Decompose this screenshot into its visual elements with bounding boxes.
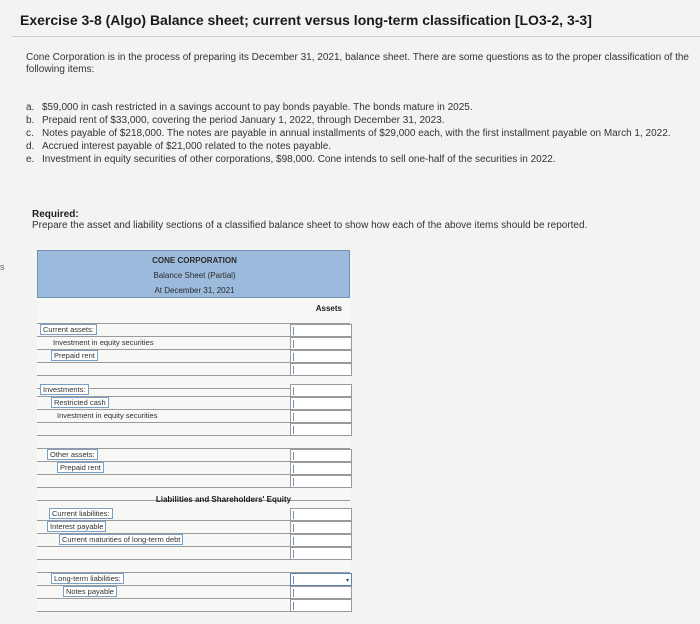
- amount-input[interactable]: [290, 547, 352, 560]
- liabilities-heading: Liabilities and Shareholders' Equity: [155, 495, 292, 504]
- amount-input[interactable]: [290, 599, 352, 612]
- current-liabilities-label[interactable]: Current liabilities:: [49, 508, 113, 519]
- table-row[interactable]: [37, 436, 350, 449]
- amount-input[interactable]: [290, 573, 352, 586]
- amount-input[interactable]: [290, 462, 352, 475]
- list-item: c. Notes payable of $218,000. The notes are payable in annual installments of $29,000 each, with the first installment payable on March 1, 2022.: [26, 128, 671, 139]
- cl-interest-label[interactable]: Interest payable: [47, 521, 106, 532]
- exercise-title: Exercise 3-8 (Algo) Balance sheet; current versus long-term classification [LO3-2, 3-3]: [20, 12, 592, 28]
- statement-name: Balance Sheet (Partial): [153, 271, 236, 280]
- investments-label[interactable]: Investments:: [40, 384, 89, 395]
- required-heading: Required:: [32, 209, 79, 220]
- title-divider: [12, 36, 700, 37]
- side-marker: s: [0, 262, 5, 272]
- list-item: e. Investment in equity securities of other corporations, $98,000. Cone intends to sell one-half of the securities in 2022.: [26, 154, 556, 165]
- list-item: b. Prepaid rent of $33,000, covering the period January 1, 2022, through December 31, 2023.: [26, 115, 445, 126]
- amount-input[interactable]: [290, 475, 352, 488]
- amount-input[interactable]: [290, 384, 352, 397]
- amount-input[interactable]: [290, 449, 352, 462]
- amount-input[interactable]: [290, 521, 352, 534]
- chevron-down-icon[interactable]: ▾: [345, 578, 349, 584]
- list-item: a. $59,000 in cash restricted in a savings account to pay bonds payable. The bonds mature in 2025.: [26, 102, 473, 113]
- long-term-liabilities-label[interactable]: Long-term liabilities:: [51, 573, 124, 584]
- list-item: d. Accrued interest payable of $21,000 related to the notes payable.: [26, 141, 332, 152]
- table-row: [37, 314, 350, 324]
- intro-paragraph: Cone Corporation is in the process of preparing its December 31, 2021, balance sheet. There are some questions as to the proper classification of the following items:: [26, 52, 689, 75]
- amount-input[interactable]: [290, 350, 352, 363]
- cl-current-maturities-label[interactable]: Current maturities of long-term debt: [59, 534, 183, 545]
- item-list: [26, 102, 694, 167]
- sheet-header: [37, 250, 350, 298]
- amount-input[interactable]: [290, 586, 352, 599]
- company-name: CONE CORPORATION: [152, 256, 237, 265]
- amount-input[interactable]: [290, 508, 352, 521]
- inv-restricted-label[interactable]: Restricted cash: [51, 397, 109, 408]
- ca-prepaid-label[interactable]: Prepaid rent: [51, 350, 98, 361]
- amount-input[interactable]: [290, 410, 352, 423]
- statement-date: At December 31, 2021: [154, 286, 235, 295]
- required-text: Prepare the asset and liability sections of a classified balance sheet to show how each of the above items should be reported.: [32, 220, 588, 231]
- oa-prepaid-label[interactable]: Prepaid rent: [57, 462, 104, 473]
- amount-input[interactable]: [290, 534, 352, 547]
- lt-notes-label[interactable]: Notes payable: [63, 586, 117, 597]
- current-assets-label[interactable]: Current assets:: [40, 324, 97, 335]
- amount-input[interactable]: [290, 363, 352, 376]
- table-row[interactable]: [37, 560, 350, 573]
- amount-input[interactable]: [290, 324, 352, 337]
- amount-input[interactable]: [290, 423, 352, 436]
- assets-heading: Assets: [315, 304, 342, 313]
- amount-input[interactable]: [290, 337, 352, 350]
- inv-investment-label[interactable]: Investment in equity securities: [57, 411, 158, 420]
- other-assets-label[interactable]: Other assets:: [47, 449, 98, 460]
- amount-input[interactable]: [290, 397, 352, 410]
- ca-investment-label[interactable]: Investment in equity securities: [53, 338, 154, 347]
